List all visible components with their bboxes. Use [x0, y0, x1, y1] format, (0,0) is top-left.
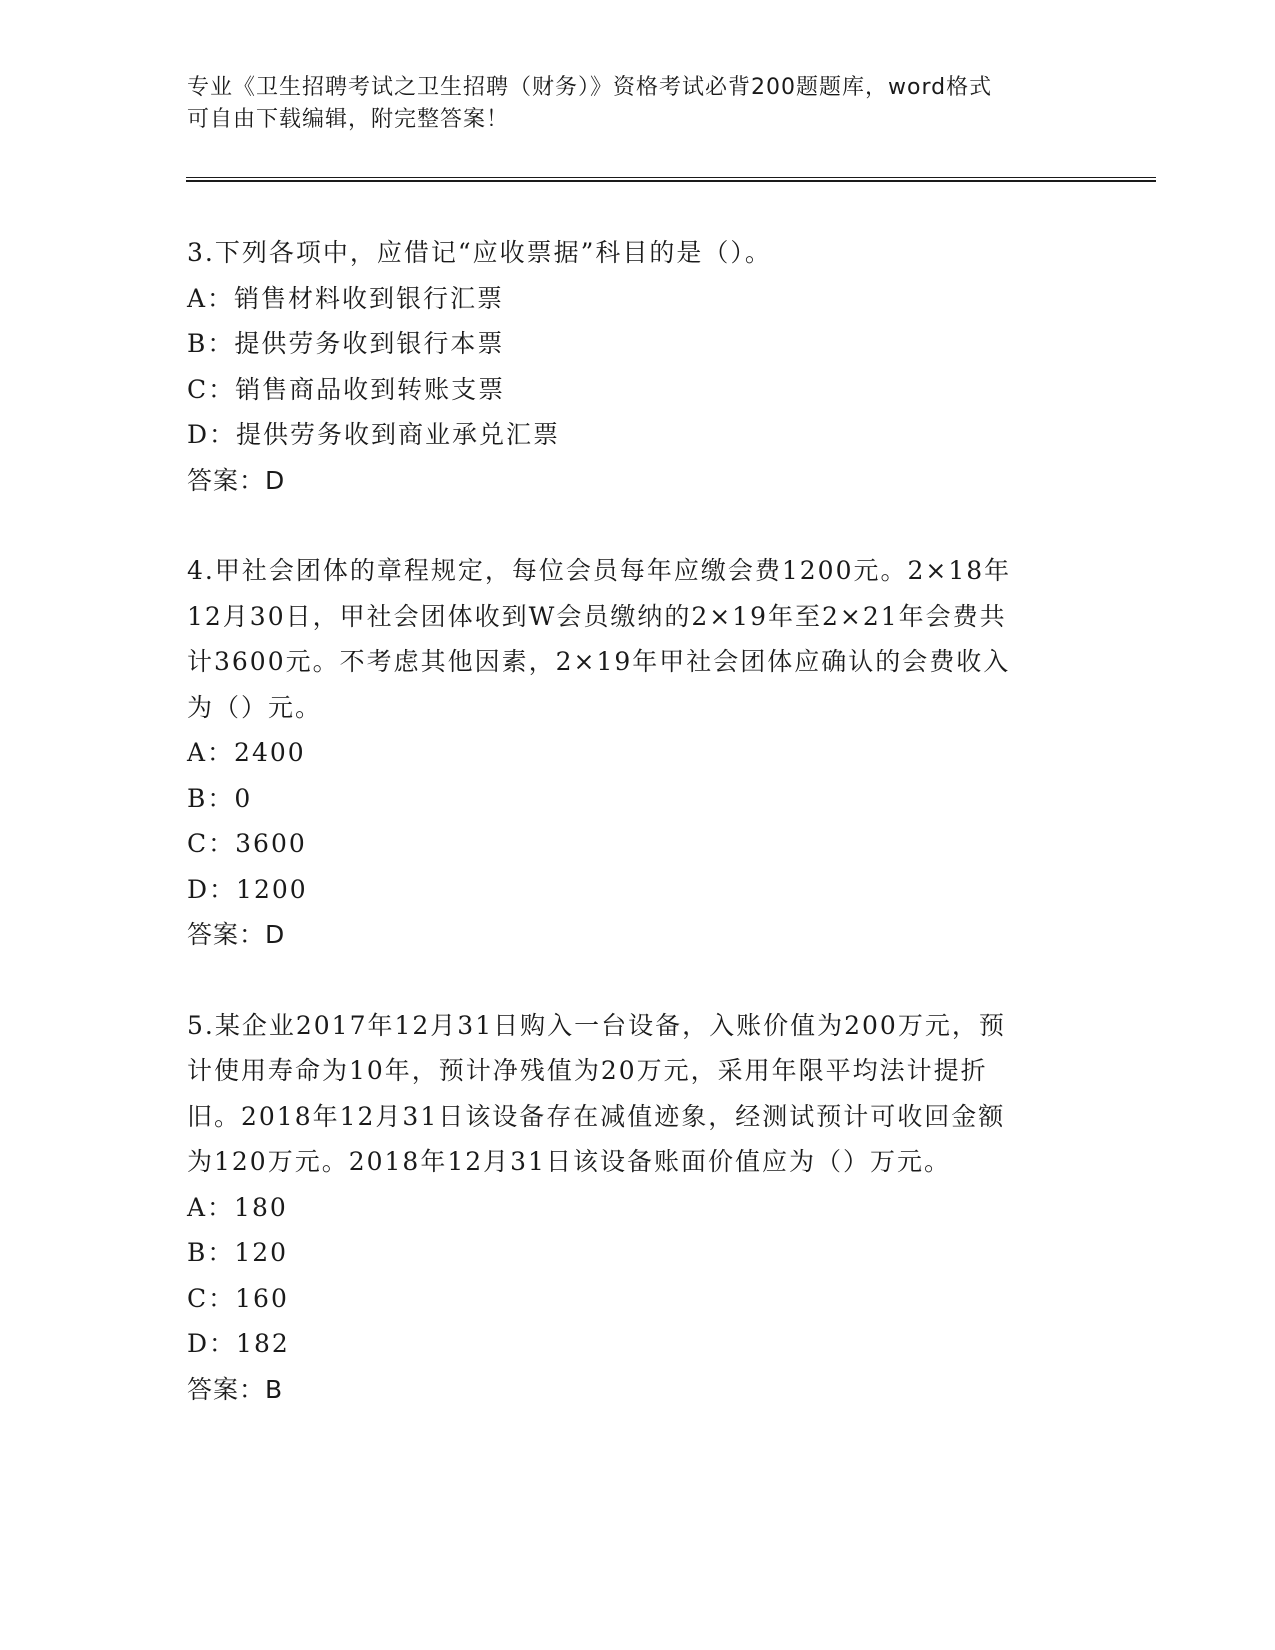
option-c: C：3600 [187, 829, 307, 858]
header-line: 专业《卫生招聘考试之卫生招聘（财务）》资格考试必背200题题库，word格式 [187, 75, 993, 100]
answer: 答案：D [187, 920, 286, 949]
header-divider [186, 177, 1156, 182]
question-stem: 5.某企业2017年12月31日购入一台设备，入账价值为200万元，预 [187, 1010, 1006, 1040]
question-stem: 计使用寿命为10年，预计净残值为20万元，采用年限平均法计提折 [187, 1056, 988, 1085]
header-line: 可自由下载编辑，附完整答案！ [187, 107, 510, 132]
option-d: D：182 [187, 1329, 290, 1358]
question-stem: 4.甲社会团体的章程规定，每位会员每年应缴会费1200元。2×18年 [187, 556, 1012, 585]
question-list [187, 230, 1087, 1457]
option-d: D：1200 [187, 874, 308, 904]
question-5 [187, 1003, 1087, 1413]
answer: 答案：D [187, 465, 286, 495]
option-c: C：160 [187, 1283, 289, 1313]
question-stem: 12月30日，甲社会团体收到W会员缴纳的2×19年至2×21年会费共 [187, 601, 1007, 631]
option-b: B：提供劳务收到银行本票 [187, 329, 505, 358]
option-a: A：销售材料收到银行汇票 [187, 283, 505, 313]
option-c: C：销售商品收到转账支票 [187, 374, 506, 404]
question-stem: 为120万元。2018年12月31日该设备账面价值应为（）万元。 [187, 1147, 951, 1176]
question-3 [187, 230, 1087, 503]
question-4 [187, 548, 1087, 958]
question-stem: 旧。2018年12月31日该设备存在减值迹象，经测试预计可收回金额 [187, 1101, 1006, 1131]
option-a: A：2400 [187, 738, 306, 767]
option-a: A：180 [187, 1192, 288, 1222]
option-d: D：提供劳务收到商业承兑汇票 [187, 420, 561, 449]
option-b: B：0 [187, 783, 253, 813]
answer: 答案：B [187, 1374, 284, 1404]
document-header [187, 72, 1067, 136]
question-stem: 计3600元。不考虑其他因素，2×19年甲社会团体应确认的会费收入 [187, 647, 1011, 676]
option-b: B：120 [187, 1238, 289, 1267]
question-stem: 为（）元。 [187, 692, 323, 722]
question-stem: 3.下列各项中，应借记“应收票据”科目的是（）。 [187, 238, 772, 267]
